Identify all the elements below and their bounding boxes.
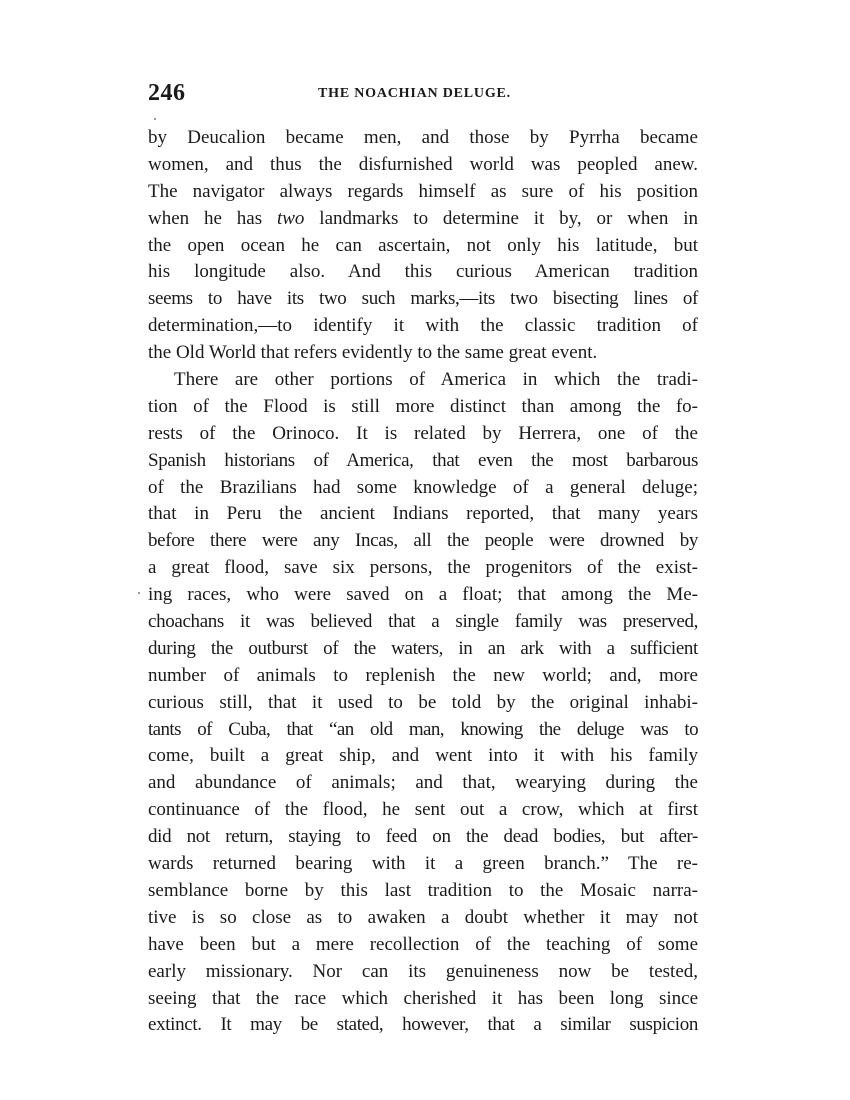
- text-segment: when he has: [148, 207, 277, 229]
- text-line: during the outburst of the waters, in an ark with a sufficient: [148, 637, 698, 659]
- text-line: the open ocean he can ascertain, not only his latitude, but: [148, 234, 698, 256]
- text-line: early missionary. Nor can its genuineness now be tested,: [148, 960, 698, 982]
- text-line: choachans it was believed that a single family was preserved,: [148, 611, 698, 633]
- body-text: [148, 125, 698, 1039]
- text-line: have been but a mere recollection of the teaching of some: [148, 933, 698, 955]
- text-line: continuance of the flood, he sent out a crow, which at first: [148, 799, 698, 821]
- text-line: [148, 206, 698, 233]
- italic-word: two: [276, 207, 305, 229]
- text-line: and abundance of animals; and that, wearying during the: [148, 772, 698, 794]
- text-line: by Deucalion became men, and those by Pyrrha became: [148, 127, 698, 148]
- text-segment: landmarks to determine it by, or when in: [304, 207, 698, 229]
- text-line: a great flood, save six persons, the progenitors of the exist-: [148, 557, 698, 579]
- text-line: semblance borne by this last tradition to the Mosaic narra-: [148, 879, 698, 901]
- text-line: The navigator always regards himself as sure of his position: [148, 180, 698, 202]
- text-line: seeing that the race which cherished it has been long since: [148, 987, 698, 1009]
- text-line: his longitude also. And this curious American tradition: [148, 261, 698, 283]
- paper-speck: [138, 592, 140, 594]
- text-line: of the Brazilians had some knowledge of a general deluge;: [148, 476, 698, 498]
- text-line: wards returned bearing with it a green branch.” The re-: [148, 853, 698, 875]
- paragraph-first-line: There are other portions of America in which the tradi-: [174, 369, 698, 391]
- text-line: women, and thus the disfurnished world was peopled anew.: [148, 153, 698, 175]
- running-head: THE NOACHIAN DELUGE.: [318, 86, 511, 101]
- text-line: tants of Cuba, that “an old man, knowing the deluge was to: [148, 718, 698, 740]
- text-line: before there were any Incas, all the people were drowned by: [148, 530, 698, 552]
- text-line: that in Peru the ancient Indians reported, that many years: [148, 503, 698, 525]
- text-line: tive is so close as to awaken a doubt whether it may not: [148, 906, 698, 928]
- text-line: ing races, who were saved on a float; that among the Me-: [148, 584, 698, 606]
- page-header: [148, 78, 698, 108]
- text-line: rests of the Orinoco. It is related by Herrera, one of the: [148, 422, 698, 444]
- text-line: extinct. It may be stated, however, that a similar suspicion: [148, 1014, 698, 1036]
- text-line: number of animals to replenish the new world; and, more: [148, 664, 698, 686]
- text-line: did not return, staying to feed on the dead bodies, but after-: [148, 826, 698, 848]
- page-number: 246: [148, 80, 186, 106]
- text-line: curious still, that it used to be told by the original inhabi-: [148, 691, 698, 713]
- text-line: Spanish historians of America, that even the most barbarous: [148, 449, 698, 471]
- paper-speck: [154, 118, 156, 120]
- text-line: the Old World that refers evidently to the same great event.: [148, 342, 598, 364]
- text-line: come, built a great ship, and went into it with his family: [148, 745, 698, 767]
- text-line: determination,—to identify it with the classic tradition of: [148, 315, 698, 337]
- text-line: seems to have its two such marks,—its two bisecting lines of: [148, 288, 698, 310]
- text-line: tion of the Flood is still more distinct than among the fo-: [148, 395, 698, 417]
